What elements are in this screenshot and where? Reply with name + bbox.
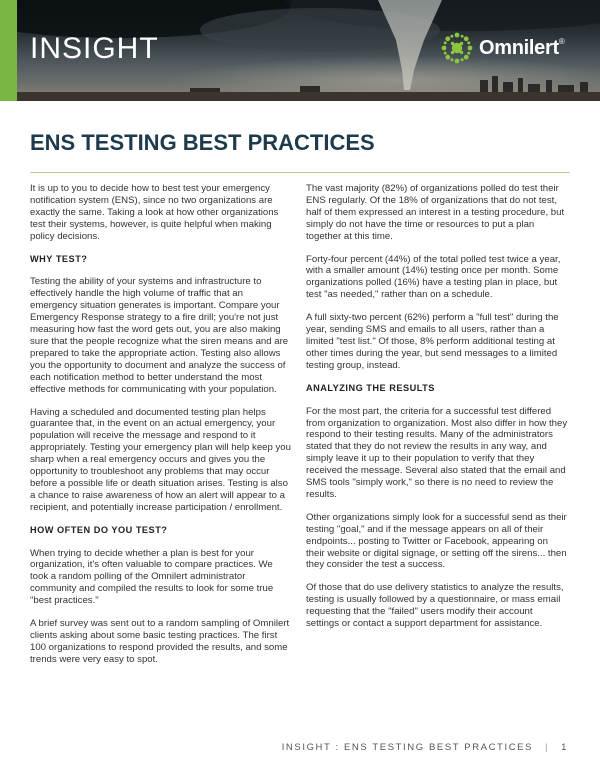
intro-paragraph: It is up to you to decide how to best test your emergency notification system (ENS), since no two organizations are exactly the same. Taking a look at how other organizations test their systems, however, is quite helpful when making policy decisions. — [30, 183, 279, 242]
why-test-heading: WHY TEST? — [30, 253, 88, 264]
analyzing-paragraph-2: Other organizations simply look for a successful send as their testing "goal," and if the message appears on all of their endpoints... posting to Twitter or Facebook, appearing on their website or digital signage, or setting off the sirens... then they consider the test a success. — [306, 511, 567, 571]
how-often-paragraph-1: When trying to decide whether a plan is best for your organization, it's often valuable to compare practices. We took a random polling of the Omnilert administrator community and compiled the results to look for some true "best practices." — [30, 547, 274, 607]
page-number: 1 — [561, 742, 568, 753]
analyzing-paragraph-3: Of those that do use delivery statistics to analyze the results, testing is usually followed by a questionnaire, or mass email requesting that the "failed" users modify their account settings or contact a support department for assistance. — [306, 582, 564, 630]
omnilert-logo — [440, 31, 564, 65]
footer-separator: | — [545, 742, 550, 753]
right-column — [306, 183, 568, 641]
running-title: INSIGHT : ENS TESTING BEST PRACTICES — [281, 742, 534, 753]
analyzing-paragraph-1: For the most part, the criteria for a successful test differed from organization to organization. Most also differ in how they respond to their testing results. Many of the administrators stated that they do not review the results in any way, and simply leave it up to their population to verify that they received the message. Several also stated that the email and SMS tools "simply work," so there is no need to review the results. — [306, 405, 568, 500]
accent-bar — [0, 0, 17, 101]
title-divider — [30, 172, 570, 173]
omnilert-sunburst-icon — [440, 31, 474, 65]
section-label: INSIGHT — [30, 32, 159, 65]
page-title: ENS TESTING BEST PRACTICES — [30, 130, 375, 155]
left-column — [30, 183, 292, 677]
survey-paragraph-1: The vast majority (82%) of organizations polled do test their ENS regularly. Of the 18% of organizations that do not test, half of them expressed an interest in a testing procedure, but simply do not have the time or resources to put a plan together at this time. — [306, 183, 565, 242]
why-test-paragraph-1: Testing the ability of your systems and infrastructure to effectively handle the high volume of traffic that an emergency situation generates is important. Compare your Emergency Response strategy to a fire drill; you're not just measuring how fast the word gets out, you are also making sure that the people recognize what the siren means and are prepared to take the appropriate action. Testing also allows you the opportunity to document and analyze the success of each notification method to better understand the most effective methods for communicating with your population. — [30, 276, 289, 395]
how-often-heading: HOW OFTEN DO YOU TEST? — [30, 524, 168, 535]
why-test-paragraph-2: Having a scheduled and documented testing plan helps guarantee that, in the event on an actual emergency, your population will receive the message and respond to it appropriately. Testing your emergency plan will help keep you sharp when a real emergency occurs and gives you the opportunity to troubleshoot any problems that may occur before a possible life or death situation arises. Testing is also a chance to raise awareness of how an alert will appear to a recipient, and potentially increase participation / enrollment. — [30, 406, 291, 513]
registered-mark: ® — [558, 36, 565, 46]
how-often-paragraph-2: A brief survey was sent out to a random sampling of Omnilert clients asking about some basic testing practices. The first 100 organizations to respond provided the results, and some trends were very easy to spot. — [30, 618, 290, 665]
header-banner — [0, 0, 600, 101]
brand-name: Omnilert® — [479, 36, 565, 59]
page-footer — [282, 742, 568, 753]
analyzing-results-heading: ANALYZING THE RESULTS — [306, 382, 435, 393]
survey-paragraph-2: Forty-four percent (44%) of the total polled test twice a year, with a smaller amount (14%) testing once per month. Some organizations polled (16%) have a testing plan in place, but test "as needed," rather than on a schedule. — [306, 253, 561, 301]
survey-paragraph-3: A full sixty-two percent (62%) perform a "full test" during the year, sending SMS and emails to all users, rather than a limited "test list." Of those, 8% perform additional testing at other times during the year, but send messages to a limited testing group, instead. — [306, 312, 559, 371]
